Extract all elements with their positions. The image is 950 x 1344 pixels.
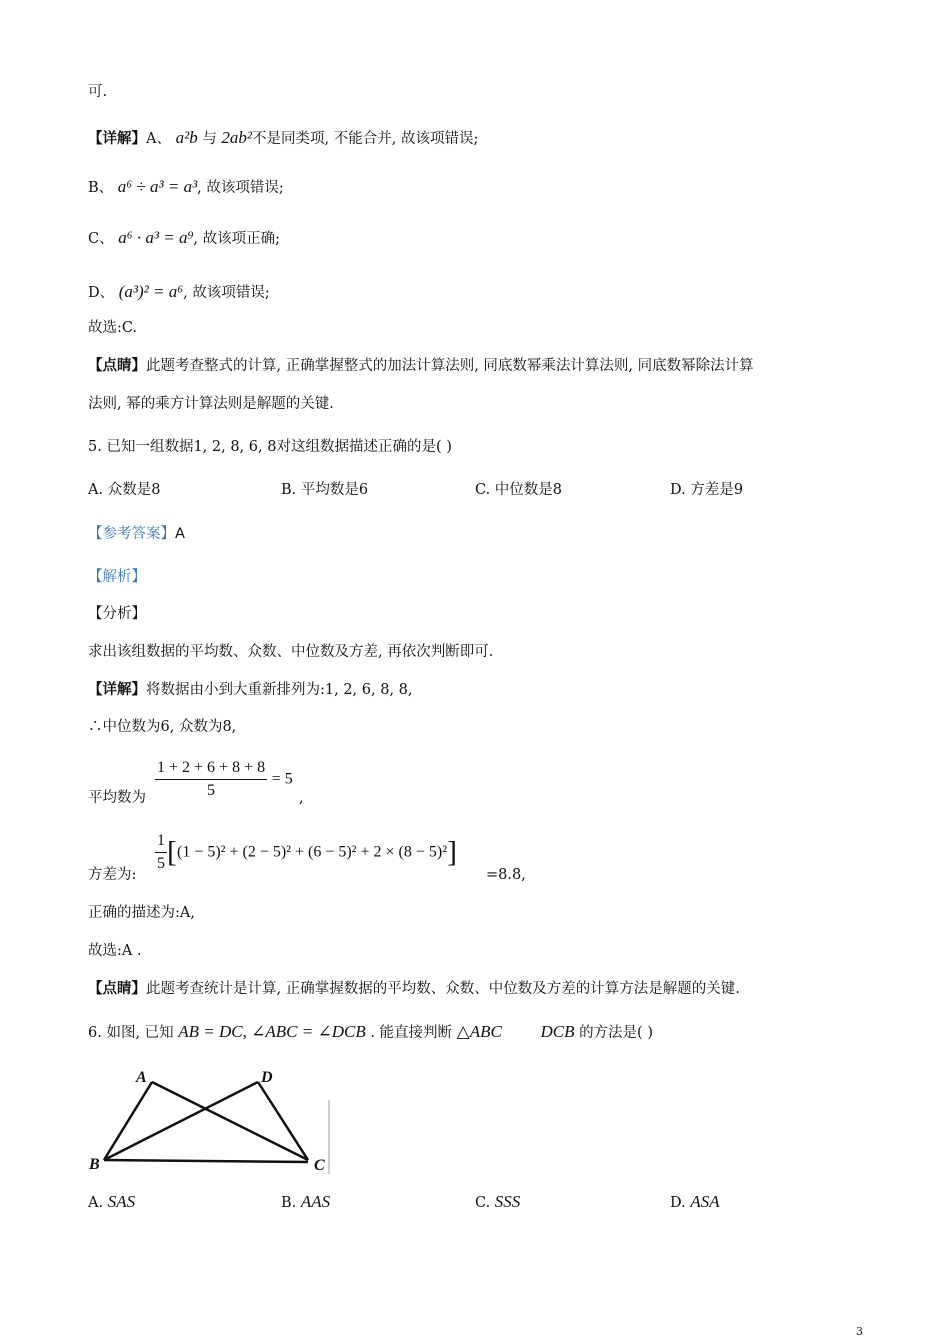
q4-detail-b: B、 a⁶ ÷ a³ = a³, 故该项错误; <box>88 177 284 196</box>
q5-analyze-text: 求出该组数据的平均数、众数、中位数及方差, 再依次判断即可. <box>88 644 494 660</box>
segment-bc <box>104 1160 308 1162</box>
q5-stem: 5. 已知一组数据1, 2, 8, 6, 8对这组数据描述正确的是( ) <box>88 439 452 455</box>
triangle-figure <box>86 1062 336 1178</box>
q4-detail-a: 【详解】A、 a²b 与 2ab²不是同类项, 不能合并, 故该项错误; <box>88 128 479 147</box>
q5-option-a: A. 众数是8 <box>88 482 161 498</box>
q4-comment-1: 【点睛】此题考查整式的计算, 正确掌握整式的加法计算法则, 同底数幂乘法计算法则, 同底数幂除法计算 <box>88 357 754 374</box>
q6-stem: 6. 如图, 已知 AB = DC, ∠ABC = ∠DCB . 能直接判断 △ABC DCB 的方法是( ) <box>88 1022 653 1041</box>
q5-option-d: D. 方差是9 <box>670 482 744 498</box>
q4-comment-2: 法则, 幂的乘方计算法则是解题的关键. <box>88 396 334 412</box>
line-top: 可. <box>88 84 108 100</box>
q6-option-d: D. ASA <box>670 1192 720 1211</box>
q5-answer: 【参考答案】A <box>88 526 185 542</box>
q5-choose: 故选:A . <box>88 943 142 959</box>
mean-fraction: $\frac{1 + 2 + 6 + 8 + 8}{5}$ <box>157 759 266 799</box>
q5-var-formula: $\frac{1}{5}$ [(1 − 5)² + (2 − 5)² + (6 − 5)² + 2 × (8 − 5)²] <box>155 830 457 875</box>
q5-analysis-tag: 【解析】 <box>88 569 146 585</box>
q4-choose: 故选:C. <box>88 320 138 336</box>
q4-detail-d: D、 (a³)² = a⁶, 故该项错误; <box>88 282 270 301</box>
q5-var-label: 方差为: <box>88 867 137 883</box>
q5-detail: 【详解】将数据由小到大重新排列为:1, 2, 6, 8, 8, <box>88 681 413 698</box>
label-b: B <box>89 1156 100 1173</box>
label-c: C <box>314 1157 325 1174</box>
q6-option-c: C. SSS <box>475 1192 521 1211</box>
q6-option-b: B. AAS <box>281 1192 331 1211</box>
q5-comment: 【点睛】此题考查统计是计算, 正确掌握数据的平均数、众数、中位数及方差的计算方法是解题的关键. <box>88 980 740 997</box>
q5-option-c: C. 中位数是8 <box>475 482 563 498</box>
q5-correct-line: 正确的描述为:A, <box>88 905 195 921</box>
label-d: D <box>261 1069 273 1086</box>
q4-detail-c: C、 a⁶ · a³ = a⁹, 故该项正确; <box>88 228 280 247</box>
q5-option-b: B. 平均数是6 <box>281 482 369 498</box>
page-number: 3 <box>856 1325 863 1338</box>
q5-var-tail: =8.8, <box>486 867 526 883</box>
q5-mean-formula: $\frac{1 + 2 + 6 + 8 + 8}{5}$ = 5 <box>155 757 293 802</box>
var-coefficient: $\frac{1}{5}$ <box>157 832 165 872</box>
label-a: A <box>136 1069 147 1086</box>
q6-option-a: A. SAS <box>88 1192 136 1211</box>
q5-median-line: ∴中位数为6, 众数为8, <box>88 719 237 735</box>
q5-mean-label: 平均数为 <box>88 790 146 806</box>
q5-mean-tail: , <box>299 790 304 806</box>
q5-analyze-tag: 【分析】 <box>88 606 146 622</box>
segment-ac <box>152 1082 308 1160</box>
